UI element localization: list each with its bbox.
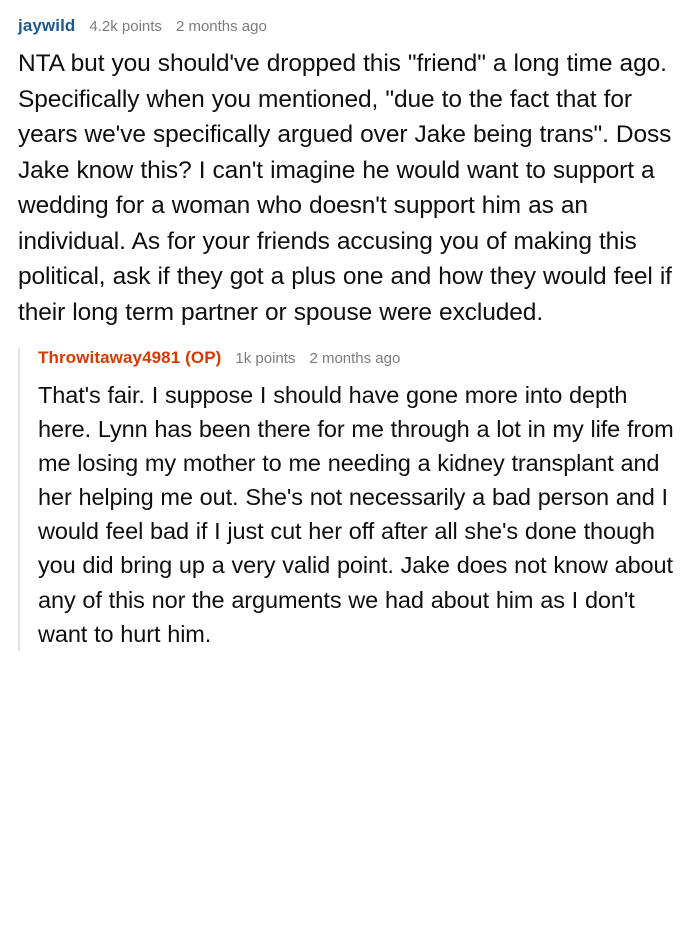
reply-header [38, 348, 682, 368]
comment-author[interactable]: jaywild [18, 16, 76, 35]
comment-body: NTA but you should've dropped this "friend" a long time ago. Specifically when you mentioned, "due to the fact that for years we've specifically argued over Jake being trans". Doss Jake know this? I can't imagine he would want to support a wedding for a woman who doesn't support him as an individual. As for your friends accusing you of making this political, ask if they got a plus one and how they would feel if their long term partner or spouse were excluded. [18, 50, 672, 326]
reply-comment [18, 348, 682, 651]
reply-body: That's fair. I suppose I should have gone more into depth here. Lynn has been there for me through a lot in my life from me losing my mother to me needing a kidney transplant and her helping me out. She's not necessarily a bad person and I would feel bad if I just cut her off after all she's done though you did bring up a very valid point. Jake does not know about any of this nor the arguments we had about him as I don't want to hurt him. [38, 382, 674, 647]
comment-points: 4.2k points [89, 18, 162, 35]
comment-header [18, 16, 682, 36]
reply-timestamp: 2 months ago [309, 350, 401, 368]
reply-points: 1k points [235, 350, 296, 368]
top-comment [18, 16, 682, 330]
comment-timestamp: 2 months ago [175, 18, 267, 35]
reply-author[interactable]: Throwitaway4981 (OP) [38, 348, 222, 368]
